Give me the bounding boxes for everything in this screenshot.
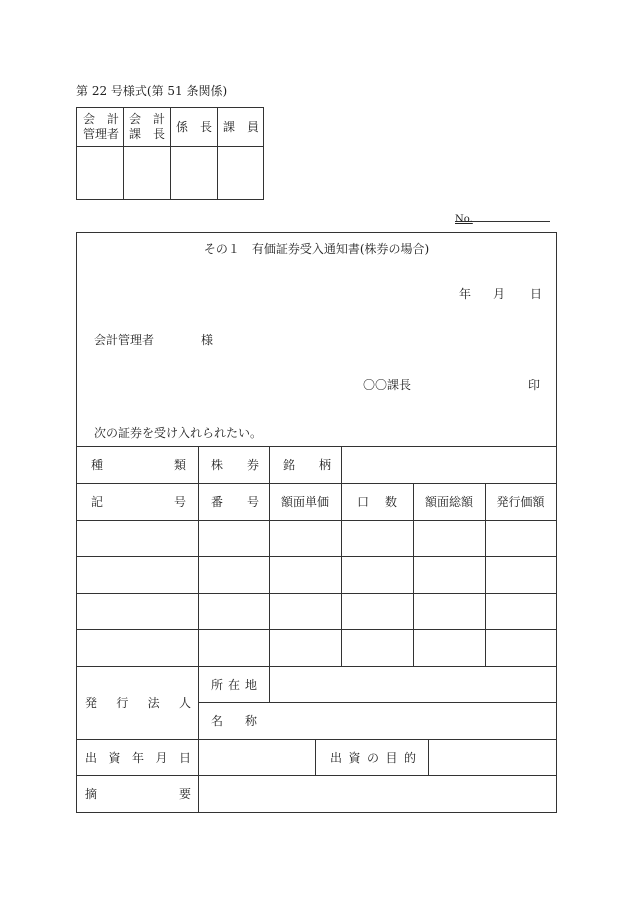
- issuer-label: 発 行 法 人: [85, 696, 191, 710]
- securities-receipt-form: [76, 232, 557, 813]
- stamp-box-section-chief[interactable]: [124, 147, 170, 200]
- investment-purpose-input[interactable]: [429, 740, 556, 775]
- remarks-label: 摘 要: [85, 787, 191, 801]
- stamp-label-section-chief: 会 計 課 長: [128, 112, 165, 141]
- number-field[interactable]: [455, 207, 550, 225]
- header-unit-face-value: 額面単価: [280, 495, 329, 509]
- stamp-label-staff: 課 員: [222, 120, 259, 134]
- sender-name: 〇〇課長: [363, 378, 412, 392]
- table-row[interactable]: [77, 557, 556, 593]
- approval-stamp-table: [76, 107, 264, 200]
- header-number: 番 号: [211, 495, 259, 509]
- investment-date-label: 出 資 年 月 日: [85, 751, 191, 765]
- number-label: No.: [455, 214, 473, 225]
- header-total-face-value: 額面総額: [424, 495, 473, 509]
- brand-label: 銘 柄: [283, 458, 331, 472]
- date-day: 日: [530, 287, 543, 301]
- stamp-box-accountant[interactable]: [77, 147, 123, 200]
- table-row[interactable]: [77, 594, 556, 629]
- type-label: 種 類: [91, 458, 186, 472]
- stamp-label-subsection-chief: 係 長: [175, 120, 212, 134]
- investment-date-input[interactable]: [199, 740, 315, 775]
- issuer-name-input[interactable]: [270, 703, 556, 739]
- issuer-name-label: 名 称: [211, 714, 257, 728]
- table-row[interactable]: [77, 521, 556, 556]
- stamp-box-subsection-chief[interactable]: [171, 147, 217, 200]
- issuer-location-input[interactable]: [270, 667, 556, 702]
- header-quantity: 口 数: [357, 495, 397, 509]
- issuer-location-label: 所 在 地: [211, 678, 257, 692]
- table-row[interactable]: [77, 630, 556, 666]
- type-value: 株 券: [211, 458, 259, 472]
- stamp-box-staff[interactable]: [218, 147, 264, 200]
- addressee-honorific: 様: [201, 333, 214, 347]
- investment-purpose-label: 出 資 の 目 的: [330, 751, 416, 765]
- form-number: 第 22 号様式(第 51 条関係): [76, 84, 228, 98]
- form-title: その１ 有価証券受入通知書(株券の場合): [203, 242, 430, 256]
- stamp-label-accountant: 会 計 管理者: [82, 112, 119, 141]
- brand-input[interactable]: [342, 447, 556, 483]
- seal-mark: 印: [528, 378, 541, 392]
- remarks-input[interactable]: [199, 776, 556, 812]
- instruction-text: 次の証券を受け入れられたい。: [94, 426, 263, 440]
- addressee-name: 会計管理者: [94, 333, 155, 347]
- header-code: 記 号: [91, 495, 186, 509]
- header-issue-price: 発行価額: [496, 495, 545, 509]
- date-year: 年: [459, 287, 472, 301]
- date-month: 月: [493, 287, 506, 301]
